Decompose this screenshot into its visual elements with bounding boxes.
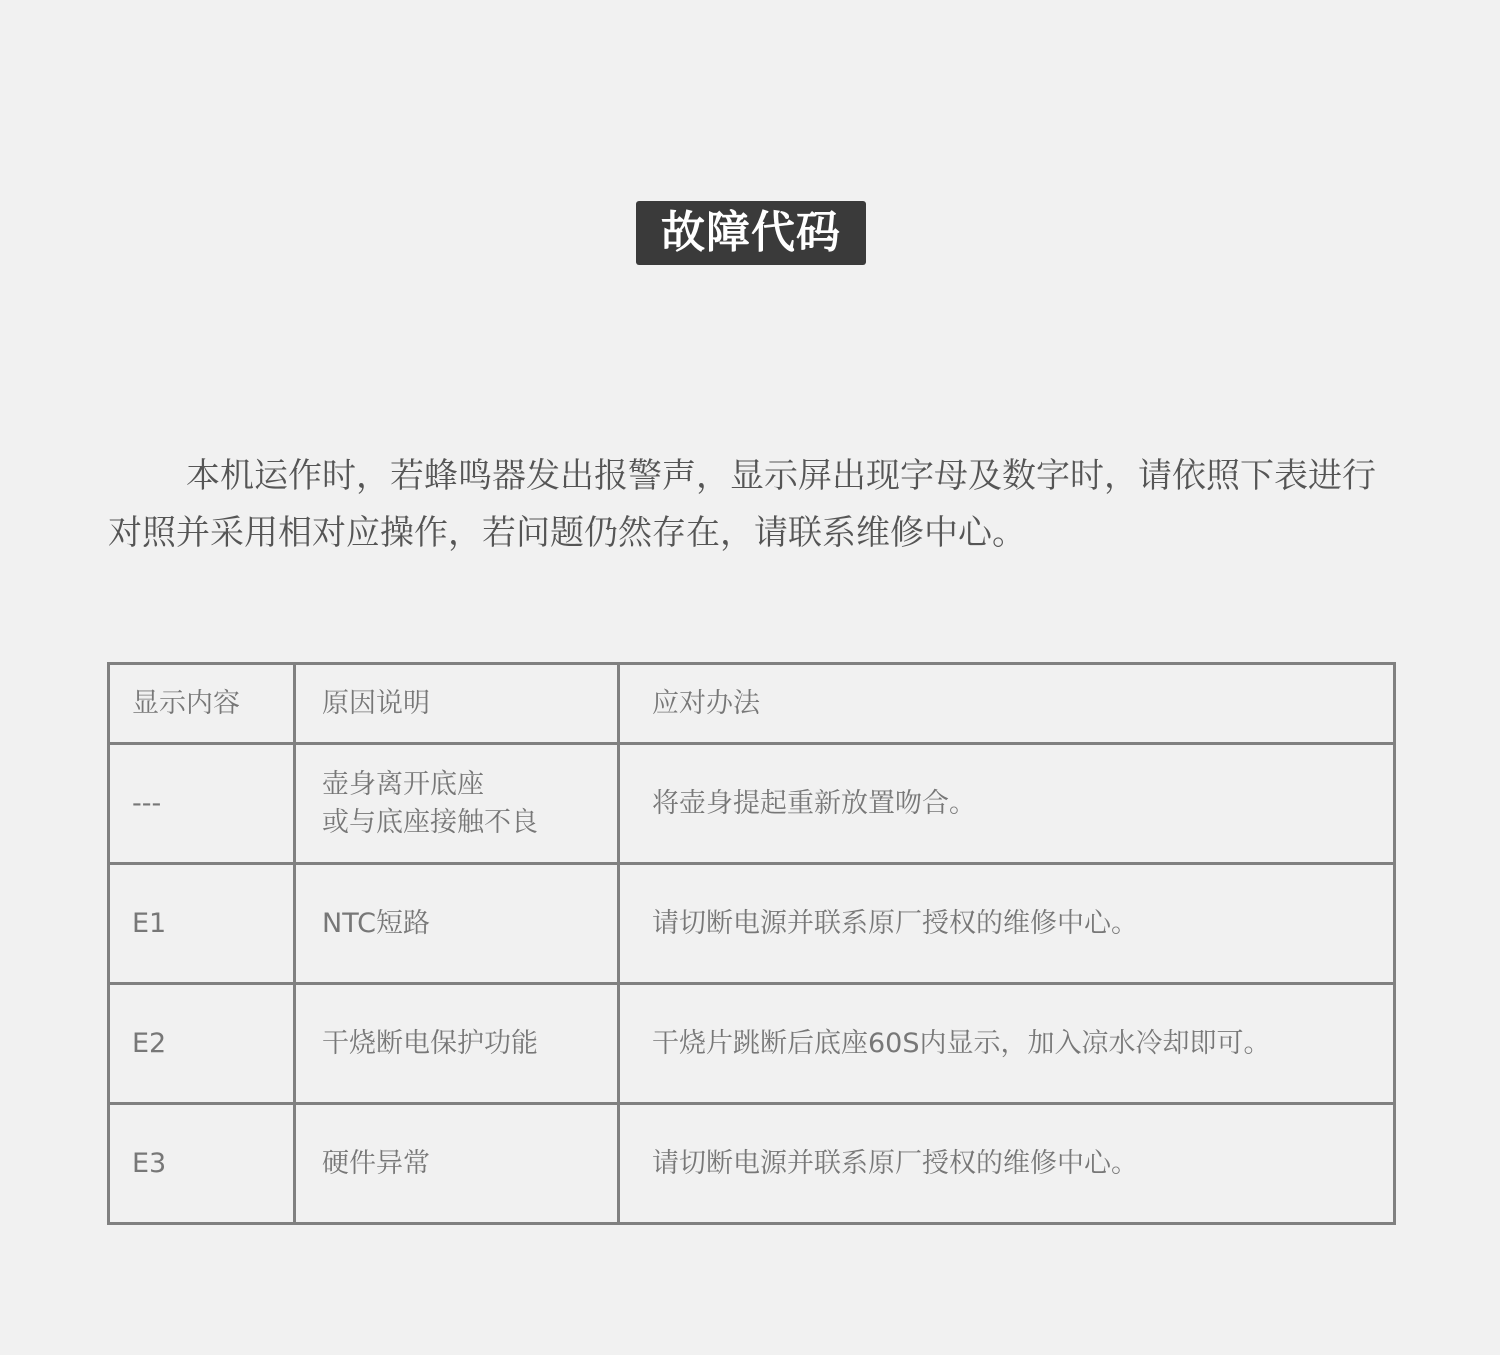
table-row	[109, 984, 1395, 1104]
table-header-row	[109, 664, 1395, 744]
header-cause: 原因说明	[295, 664, 619, 744]
row-solution: 干烧片跳断后底座60S内显示，加入凉水冷却即可。	[619, 984, 1395, 1104]
row-code: E1	[109, 864, 295, 984]
table-row	[109, 744, 1395, 864]
table-row	[109, 864, 1395, 984]
row-cause-line: 或与底座接触不良	[322, 806, 538, 838]
header-display-content: 显示内容	[109, 664, 295, 744]
fault-code-table	[107, 662, 1396, 1225]
row-cause-line: 壶身离开底座	[322, 768, 484, 800]
row-solution: 将壶身提起重新放置吻合。	[619, 744, 1395, 864]
row-cause-line: NTC短路	[322, 907, 430, 939]
row-code: E3	[109, 1104, 295, 1224]
row-cause	[295, 1104, 619, 1224]
row-solution: 请切断电源并联系原厂授权的维修中心。	[619, 864, 1395, 984]
row-solution: 请切断电源并联系原厂授权的维修中心。	[619, 1104, 1395, 1224]
row-cause	[295, 984, 619, 1104]
intro-paragraph: 本机运作时，若蜂鸣器发出报警声，显示屏出现字母及数字时，请依照下表进行对照并采用相对应操作，若问题仍然存在，请联系维修中心。	[108, 456, 1376, 553]
row-code: ---	[109, 744, 295, 864]
header-solution: 应对办法	[619, 664, 1395, 744]
page-title: 故障代码	[636, 201, 866, 265]
row-cause	[295, 864, 619, 984]
table-row	[109, 1104, 1395, 1224]
row-cause-line: 硬件异常	[322, 1147, 430, 1179]
row-cause	[295, 744, 619, 864]
row-cause-line: 干烧断电保护功能	[322, 1027, 538, 1059]
row-code: E2	[109, 984, 295, 1104]
